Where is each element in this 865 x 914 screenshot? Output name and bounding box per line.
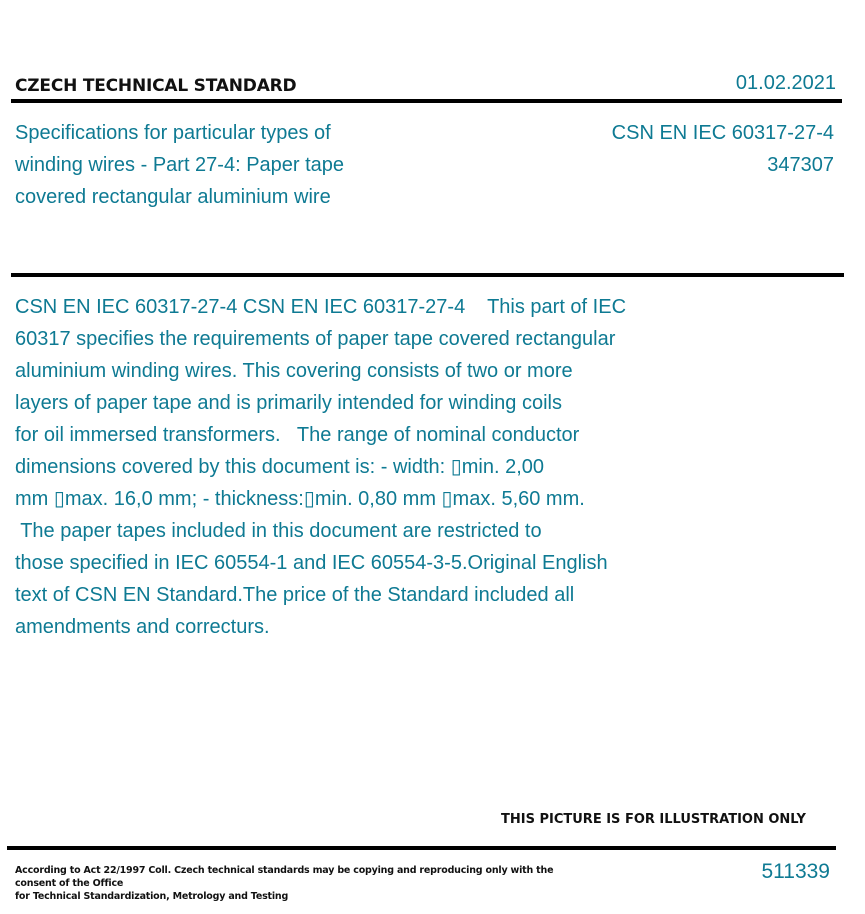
header-title: CZECH TECHNICAL STANDARD xyxy=(15,76,297,96)
section-divider xyxy=(11,273,844,277)
legal-notice xyxy=(15,864,590,903)
document-title xyxy=(15,117,395,213)
abstract-line: layers of paper tape and is primarily intended for winding coils xyxy=(15,392,562,414)
abstract-line: dimensions covered by this document is: - width: ▯min. 2,00 xyxy=(15,456,545,478)
illustration-note: THIS PICTURE IS FOR ILLUSTRATION ONLY xyxy=(501,812,806,827)
standard-identifiers xyxy=(612,117,834,181)
footer-divider xyxy=(7,846,836,850)
title-line: winding wires - Part 27-4: Paper tape xyxy=(15,154,345,176)
legal-line: for Technical Standardization, Metrology and Testing xyxy=(15,891,289,902)
catalog-number: 347307 xyxy=(767,154,834,176)
standard-number: CSN EN IEC 60317-27-4 xyxy=(611,122,834,144)
abstract-line: CSN EN IEC 60317-27-4 CSN EN IEC 60317-27-4 This part of IEC xyxy=(15,296,627,318)
abstract-line: 60317 specifies the requirements of paper tape covered rectangular xyxy=(15,328,616,350)
abstract-line: for oil immersed transformers. The range of nominal conductor xyxy=(15,424,580,446)
title-line: covered rectangular aluminium wire xyxy=(15,186,331,208)
abstract-line: aluminium winding wires. This covering consists of two or more xyxy=(15,360,573,382)
abstract-line: mm ▯max. 16,0 mm; - thickness:▯min. 0,80 mm ▯max. 5,60 mm. xyxy=(15,488,585,510)
abstract-line: amendments and correcturs. xyxy=(15,616,270,638)
legal-line: According to Act 22/1997 Coll. Czech technical standards may be copying and reproducing only with the consent of the Office xyxy=(15,865,554,889)
publication-date: 01.02.2021 xyxy=(735,72,836,94)
document-code: 511339 xyxy=(761,860,830,883)
document-abstract xyxy=(15,291,680,643)
abstract-line: those specified in IEC 60554-1 and IEC 60554-3-5.Original English xyxy=(15,552,608,574)
top-divider xyxy=(11,99,842,103)
abstract-line: text of CSN EN Standard.The price of the Standard included all xyxy=(15,584,575,606)
abstract-line: The paper tapes included in this document are restricted to xyxy=(15,520,542,542)
title-line: Specifications for particular types of xyxy=(15,122,331,144)
